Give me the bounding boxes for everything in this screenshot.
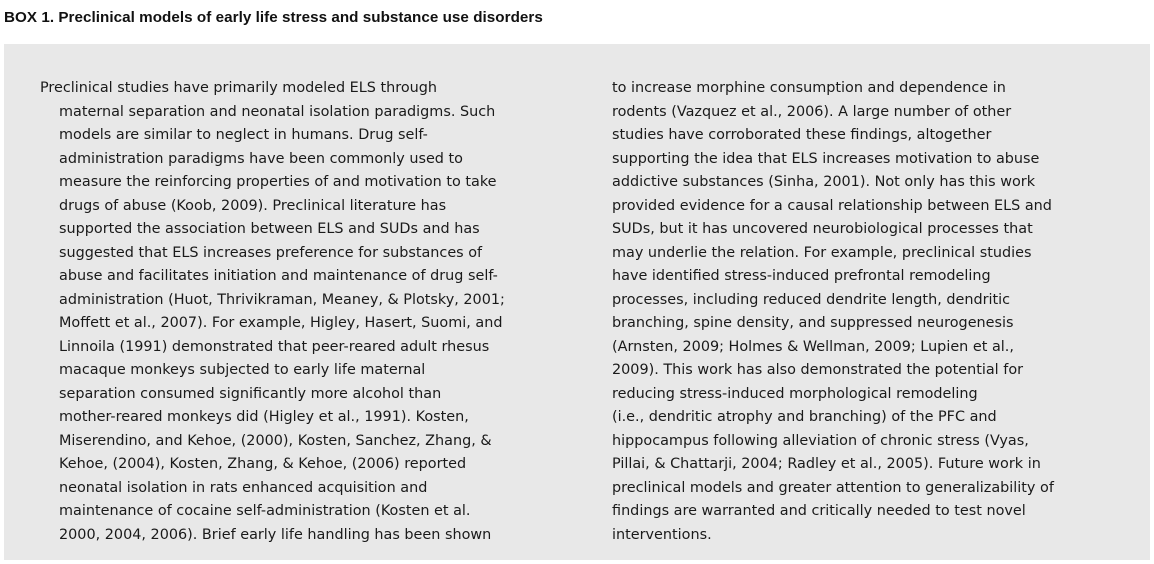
right-column xyxy=(612,77,1152,547)
text-line: neonatal isolation in rats enhanced acquisition and xyxy=(59,479,428,496)
text-line: administration paradigms have been commonly used to xyxy=(59,150,463,167)
text-line: may underlie the relation. For example, preclinical studies xyxy=(612,244,1032,261)
text-line: abuse and facilitates initiation and maintenance of drug self- xyxy=(59,268,498,284)
text-line: Linnoila (1991) demonstrated that peer-reared adult rhesus xyxy=(59,338,490,355)
text-line: addictive substances (Sinha, 2001). Not only has this work xyxy=(612,174,1036,190)
text-line: branching, spine density, and suppressed neurogenesis xyxy=(612,315,1014,331)
text-line: supporting the idea that ELS increases motivation to abuse xyxy=(612,150,1040,167)
text-line: macaque monkeys subjected to early life maternal xyxy=(59,362,426,378)
text-line: interventions. xyxy=(612,526,712,543)
text-line: reducing stress-induced morphological remodeling xyxy=(612,385,978,402)
text-line: (i.e., dendritic atrophy and branching) of the PFC and xyxy=(612,409,997,425)
left-column xyxy=(40,77,600,547)
text-line: processes, including reduced dendrite length, dendritic xyxy=(612,291,1011,308)
text-line: Moffett et al., 2007). For example, Higley, Hasert, Suomi, and xyxy=(59,315,503,331)
text-line: Preclinical studies have primarily modeled ELS through xyxy=(40,80,438,96)
text-line: Miserendino, and Kehoe, (2000), Kosten, Sanchez, Zhang, & xyxy=(59,432,492,449)
text-line: administration (Huot, Thrivikraman, Meaney, & Plotsky, 2001; xyxy=(59,291,505,308)
text-line: 2000, 2004, 2006). Brief early life handling has been shown xyxy=(59,526,492,543)
text-line: (Arnsten, 2009; Holmes & Wellman, 2009; Lupien et al., xyxy=(612,338,1014,355)
text-line: suggested that ELS increases preference for substances of xyxy=(59,244,483,261)
box-title: BOX 1. Preclinical models of early life stress and substance use disorders xyxy=(4,9,543,26)
text-line: Kehoe, (2004), Kosten, Zhang, & Kehoe, (2006) reported xyxy=(59,456,467,472)
text-line: findings are warranted and critically needed to test novel xyxy=(612,503,1026,519)
text-line: hippocampus following alleviation of chronic stress (Vyas, xyxy=(612,432,1029,449)
text-line: 2009). This work has also demonstrated the potential for xyxy=(612,362,1024,378)
text-line: drugs of abuse (Koob, 2009). Preclinical literature has xyxy=(59,197,447,214)
text-line: separation consumed significantly more alcohol than xyxy=(59,385,442,402)
text-line: rodents (Vazquez et al., 2006). A large number of other xyxy=(612,103,1012,120)
text-line: Pillai, & Chattarji, 2004; Radley et al., 2005). Future work in xyxy=(612,456,1041,472)
text-line: measure the reinforcing properties of and motivation to take xyxy=(59,174,497,190)
text-line: SUDs, but it has uncovered neurobiological processes that xyxy=(612,221,1033,237)
text-line: supported the association between ELS and SUDs and has xyxy=(59,221,480,237)
text-line: have identified stress-induced prefrontal remodeling xyxy=(612,268,991,284)
text-line: models are similar to neglect in humans. Drug self- xyxy=(59,127,428,143)
text-line: studies have corroborated these findings, altogether xyxy=(612,127,992,143)
text-line: to increase morphine consumption and dependence in xyxy=(612,80,1006,96)
text-line: provided evidence for a causal relationship between ELS and xyxy=(612,197,1052,214)
text-line: mother-reared monkeys did (Higley et al., 1991). Kosten, xyxy=(59,409,469,425)
text-line: preclinical models and greater attention to generalizability of xyxy=(612,479,1054,496)
text-line: maintenance of cocaine self-administration (Kosten et al. xyxy=(59,503,471,519)
text-line: maternal separation and neonatal isolation paradigms. Such xyxy=(59,103,496,120)
box-panel xyxy=(4,44,1150,560)
